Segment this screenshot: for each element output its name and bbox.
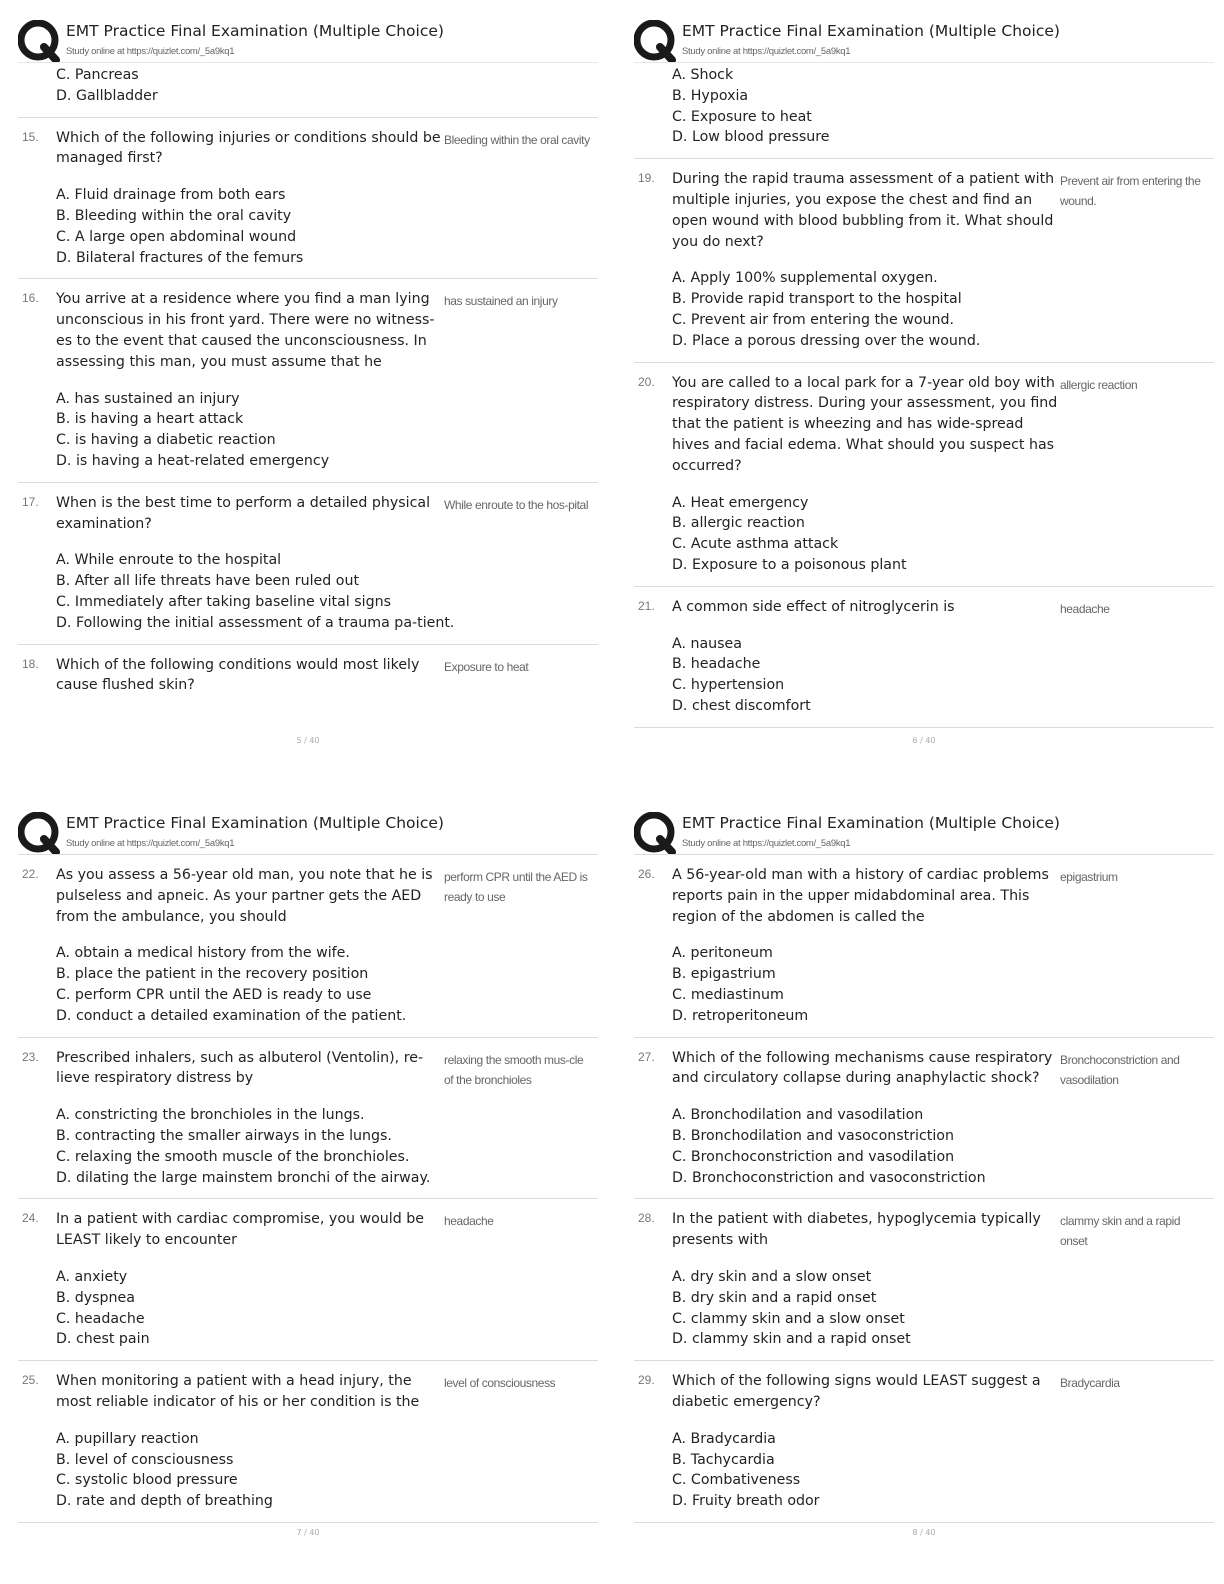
answer-option: A. Apply 100% supplemental oxygen. [672, 270, 938, 287]
question-text: During the rapid trauma assessment of a patient with multiple injuries, you expose the chest and find an open wound with blood bubbling from it. What should you do next? [672, 171, 1055, 250]
page-header [18, 792, 598, 854]
answer-option: B. contracting the smaller airways in the lungs. [56, 1127, 392, 1144]
answer-option: C. Prevent air from entering the wound. [672, 311, 955, 328]
question-number: 18. [22, 656, 39, 671]
question-number: 15. [22, 129, 39, 144]
answer-option: C. hypertension [672, 677, 785, 694]
answer-text: Exposure to heat [444, 659, 529, 674]
answer-text: While enroute to the hos-pital [444, 497, 589, 512]
answer-option: C. Bronchoconstriction and vasodilation [672, 1148, 955, 1165]
question-number: 20. [638, 374, 655, 389]
answer-option: A. Shock [672, 67, 734, 83]
answer-option: D. clammy skin and a rapid onset [672, 1331, 911, 1348]
question-item [634, 587, 1214, 728]
option-list [56, 943, 456, 1026]
question-text: Which of the following conditions would most likely cause flushed skin? [56, 656, 420, 694]
question-number: 17. [22, 494, 39, 509]
option-list [56, 550, 456, 633]
answer-option: B. Bronchodilation and vasoconstriction [672, 1127, 954, 1144]
question-list [18, 62, 598, 706]
answer-option: A. While enroute to the hospital [56, 552, 282, 569]
answer-option: C. relaxing the smooth muscle of the bronchioles. [56, 1148, 410, 1165]
page-header [18, 0, 598, 62]
option-list [672, 943, 1072, 1026]
option-list [56, 389, 456, 472]
question-item [634, 1199, 1214, 1361]
answer-option: C. is having a diabetic reaction [56, 432, 276, 449]
answer-option: C. A large open abdominal wound [56, 228, 297, 245]
question-text: Which of the following injuries or conditions should be managed first? [56, 129, 441, 167]
question-list [634, 854, 1214, 1523]
answer-text: headache [444, 1214, 494, 1229]
answer-option: B. is having a heart attack [56, 411, 244, 428]
option-list [56, 1267, 456, 1350]
answer-option: D. Bronchoconstriction and vasoconstriction [672, 1169, 986, 1186]
quizlet-q-logo-icon [634, 812, 676, 854]
answer-option: B. Hypoxia [672, 87, 749, 104]
page-6 [634, 0, 1214, 780]
option-list [672, 493, 1072, 576]
answer-option: C. headache [56, 1310, 145, 1327]
option-list [672, 1105, 1072, 1188]
answer-text: allergic reaction [1060, 377, 1138, 392]
question-text: A common side effect of nitroglycerin is [672, 598, 955, 615]
page-8 [634, 792, 1214, 1572]
question-item [18, 854, 598, 1038]
answer-option: A. anxiety [56, 1268, 128, 1285]
question-item [18, 1199, 598, 1361]
answer-option: B. epigastrium [672, 966, 776, 983]
page-header [634, 792, 1214, 854]
question-text: A 56-year-old man with a history of cardiac problems reports pain in the upper midabdominal area. This region of the abdomen is called the [672, 867, 1049, 925]
question-item [634, 363, 1214, 587]
continued-options [18, 62, 598, 118]
answer-option: C. Combativeness [672, 1472, 801, 1489]
question-text: In a patient with cardiac compromise, you would be LEAST likely to encounter [56, 1211, 424, 1249]
answer-option: A. Fluid drainage from both ears [56, 187, 286, 204]
answer-option: D. is having a heat-related emergency [56, 452, 330, 469]
answer-option: A. Heat emergency [672, 494, 809, 511]
page-5 [18, 0, 598, 780]
answer-text: clammy skin and a rapid onset [1060, 1214, 1181, 1249]
question-text: Which of the following mechanisms cause respiratory and circulatory collapse during anaphylactic shock? [672, 1049, 1053, 1087]
question-text: In the patient with diabetes, hypoglycemia typically presents with [672, 1211, 1041, 1249]
option-list [672, 1267, 1072, 1350]
answer-option: C. mediastinum [672, 986, 784, 1003]
question-text: When monitoring a patient with a head injury, the most reliable indicator of his or her condition is the [56, 1373, 420, 1410]
answer-option: B. level of consciousness [56, 1451, 234, 1468]
answer-option: A. peritoneum [672, 945, 773, 962]
answer-option: D. Exposure to a poisonous plant [672, 556, 907, 573]
answer-text: Bleeding within the oral cavity [444, 132, 590, 147]
answer-option: C. perform CPR until the AED is ready to use [56, 986, 372, 1003]
quizlet-q-logo-icon [634, 20, 676, 62]
answer-option: A. Bradycardia [672, 1430, 776, 1447]
question-number: 26. [638, 867, 655, 881]
option-list [672, 268, 1072, 351]
study-online-link[interactable]: Study online at https://quizlet.com/_5a9kq1 [682, 838, 851, 849]
answer-option: C. Pancreas [56, 67, 139, 83]
answer-option: C. Immediately after taking baseline vital signs [56, 593, 391, 610]
quizlet-q-logo-icon [18, 812, 60, 854]
answer-option: D. Low blood pressure [672, 129, 830, 146]
answer-option: B. After all life threats have been ruled out [56, 573, 360, 590]
document-title: EMT Practice Final Examination (Multiple Choice) [66, 22, 444, 40]
answer-option: C. systolic blood pressure [56, 1472, 238, 1489]
question-number: 28. [638, 1211, 655, 1226]
option-list [56, 65, 456, 107]
answer-option: A. Bronchodilation and vasodilation [672, 1107, 924, 1124]
answer-option: C. clammy skin and a slow onset [672, 1310, 905, 1327]
question-item [18, 483, 598, 645]
answer-option: D. Gallbladder [56, 87, 158, 104]
question-number: 21. [638, 598, 655, 613]
question-item [18, 1038, 598, 1200]
question-item [18, 1361, 598, 1523]
answer-option: A. pupillary reaction [56, 1430, 199, 1447]
answer-option: B. dry skin and a rapid onset [672, 1289, 877, 1306]
answer-option: A. constricting the bronchioles in the lungs. [56, 1107, 365, 1124]
question-text: Prescribed inhalers, such as albuterol (Ventolin), re-lieve respiratory distress by [56, 1049, 424, 1087]
option-list [56, 1429, 456, 1512]
question-item [634, 159, 1214, 362]
page-number: 7 / 40 [296, 1528, 320, 1537]
answer-option: B. dyspnea [56, 1289, 135, 1306]
question-text: Which of the following signs would LEAST suggest a diabetic emergency? [672, 1373, 1041, 1410]
question-number: 25. [22, 1373, 39, 1388]
answer-option: D. conduct a detailed examination of the patient. [56, 1007, 407, 1024]
answer-text: headache [1060, 601, 1110, 616]
study-online-link[interactable]: Study online at https://quizlet.com/_5a9kq1 [66, 46, 235, 57]
question-text: When is the best time to perform a detailed physical examination? [56, 494, 431, 532]
question-number: 16. [22, 291, 39, 306]
document-title: EMT Practice Final Examination (Multiple Choice) [682, 814, 1060, 832]
answer-option: D. retroperitoneum [672, 1007, 809, 1024]
answer-text: Prevent air from entering the wound. [1060, 174, 1201, 209]
page-7 [18, 792, 598, 1572]
question-number: 29. [638, 1373, 655, 1388]
question-item [18, 645, 598, 707]
answer-option: B. Provide rapid transport to the hospital [672, 291, 962, 308]
answer-option: D. Place a porous dressing over the wound. [672, 332, 981, 349]
answer-option: B. headache [672, 656, 761, 673]
continued-options [634, 62, 1214, 159]
answer-option: D. rate and depth of breathing [56, 1493, 273, 1510]
quizlet-q-logo-icon [18, 20, 60, 62]
document-title: EMT Practice Final Examination (Multiple Choice) [66, 814, 444, 832]
answer-option: A. obtain a medical history from the wife. [56, 945, 350, 962]
question-text: You are called to a local park for a 7-year old boy with respiratory distress. During your assessment, you find that the patient is wheezing and has wide-spread hives and facial edema. What should you suspect has occurred? [672, 374, 1058, 474]
document-title: EMT Practice Final Examination (Multiple Choice) [682, 22, 1060, 40]
answer-option: B. place the patient in the recovery position [56, 966, 369, 983]
question-item [634, 1361, 1214, 1523]
question-item [18, 118, 598, 280]
question-number: 23. [22, 1049, 39, 1064]
page-number: 6 / 40 [912, 736, 936, 745]
page-number: 8 / 40 [912, 1528, 936, 1537]
answer-option: D. Following the initial assessment of a trauma pa-tient. [56, 614, 455, 631]
answer-option: D. chest pain [56, 1331, 150, 1348]
answer-option: D. dilating the large mainstem bronchi of the airway. [56, 1169, 431, 1186]
question-number: 24. [22, 1211, 39, 1226]
option-list [672, 634, 1072, 717]
answer-option: B. allergic reaction [672, 515, 805, 532]
option-list [672, 65, 1072, 148]
option-list [56, 1105, 456, 1188]
answer-option: D. Fruity breath odor [672, 1493, 820, 1510]
question-number: 19. [638, 171, 655, 186]
question-list [18, 854, 598, 1523]
answer-text: Bradycardia [1060, 1376, 1120, 1391]
answer-option: B. Tachycardia [672, 1451, 775, 1468]
answer-option: C. Acute asthma attack [672, 536, 839, 553]
answer-option: B. Bleeding within the oral cavity [56, 207, 292, 224]
answer-option: A. nausea [672, 635, 742, 652]
question-number: 27. [638, 1049, 655, 1064]
question-list [634, 62, 1214, 728]
question-text: You arrive at a residence where you find a man lying unconscious in his front yard. There were no witness-es to the event that caused the unconsciousness. In assessing this man, you must assume that he [56, 291, 435, 370]
option-list [672, 1429, 1072, 1512]
answer-option: D. chest discomfort [672, 697, 811, 714]
study-online-link[interactable]: Study online at https://quizlet.com/_5a9kq1 [682, 46, 851, 57]
answer-option: D. Bilateral fractures of the femurs [56, 249, 304, 266]
question-item [634, 1038, 1214, 1200]
answer-text: perform CPR until the AED is ready to use [444, 870, 588, 904]
question-item [18, 279, 598, 482]
option-list [56, 185, 456, 268]
answer-text: level of consciousness [444, 1376, 556, 1391]
answer-option: A. dry skin and a slow onset [672, 1268, 872, 1285]
answer-text: relaxing the smooth mus-cle of the bronchioles [444, 1052, 584, 1087]
question-text: As you assess a 56-year old man, you note that he is pulseless and apneic. As your partner gets the AED from the ambulance, you should [56, 867, 433, 925]
question-number: 22. [22, 867, 39, 881]
answer-option: C. Exposure to heat [672, 108, 812, 125]
answer-option: A. has sustained an injury [56, 390, 240, 407]
study-online-link[interactable]: Study online at https://quizlet.com/_5a9kq1 [66, 838, 235, 849]
answer-text: has sustained an injury [444, 294, 558, 309]
answer-text: epigastrium [1060, 870, 1118, 884]
page-number: 5 / 40 [296, 736, 320, 745]
answer-text: Bronchoconstriction and vasodilation [1060, 1052, 1180, 1087]
page-header [634, 0, 1214, 62]
question-item [634, 854, 1214, 1038]
